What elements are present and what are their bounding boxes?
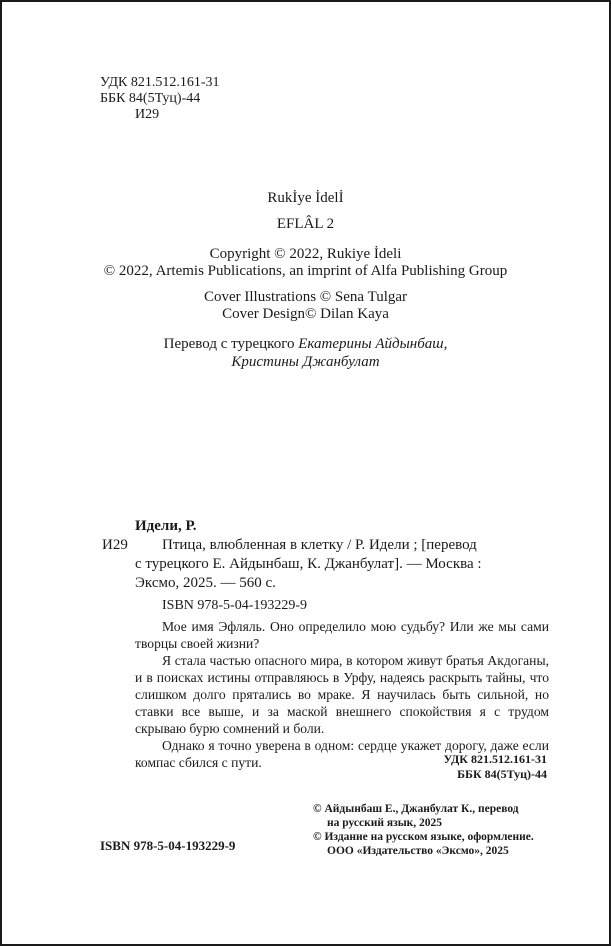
classification-codes-top <box>100 75 220 123</box>
russian-copyright-line-3: © Издание на русском языке, оформление. <box>313 831 534 843</box>
copyright-line-1: Copyright © 2022, Rukiye İdeli <box>209 246 402 262</box>
russian-copyright-line-2: на русский язык, 2025 <box>327 817 443 829</box>
annotation <box>135 618 549 771</box>
russian-copyright-line-4: ООО «Издательство «Эксмо», 2025 <box>327 845 509 857</box>
bbk-code-bottom: ББК 84(5Туц)-44 <box>457 767 547 781</box>
classification-codes-bottom <box>443 752 547 782</box>
udk-code-bottom: УДК 821.512.161-31 <box>443 752 547 766</box>
translation-prefix: Перевод с турецкого <box>163 336 299 352</box>
original-title: EFLÂL 2 <box>276 216 335 232</box>
original-author: Rukİye İdelİ <box>267 190 344 206</box>
annotation-paragraph-3: Однако я точно уверена в одном: сердце укажет дорогу, даже если компас сбился с пути. <box>135 738 549 770</box>
russian-copyright <box>313 802 534 858</box>
copyright-line-2: © 2022, Artemis Publications, an imprint of Alfa Publishing Group <box>103 263 508 279</box>
catalog-line-3: Эксмо, 2025. — 560 с. <box>135 575 276 591</box>
catalog-line-1: Птица, влюбленная в клетку / Р. Идели ; [перевод <box>162 537 477 553</box>
annotation-paragraph-2: Я стала частью опасного мира, в котором живут братья Акдоганы, и в поисках истины отправляюсь в Урфу, надеясь раскрыть тайны, что слишком долго прятались во мраке. Я научилась быть сильной, но ставки все выше, и за маской внешнего спокойствия я с трудом скрываю бурю сомнений и боли. <box>135 653 549 736</box>
cover-design-credit: Cover Design© Dilan Kaya <box>222 306 389 322</box>
udk-code: УДК 821.512.161-31 <box>100 75 220 90</box>
annotation-paragraph-1: Мое имя Эфляль. Оно определило мою судьбу? Или же мы сами творцы своей жизни? <box>135 619 549 651</box>
bbk-code: ББК 84(5Туц)-44 <box>100 91 201 106</box>
author-mark: И29 <box>135 107 160 122</box>
translators-line-1: Екатерины Айдынбаш, <box>298 336 448 352</box>
russian-copyright-line-1: © Айдынбаш Е., Джанбулат К., перевод <box>313 803 519 815</box>
isbn-bottom: ISBN 978-5-04-193229-9 <box>100 838 236 853</box>
catalog-isbn: ISBN 978-5-04-193229-9 <box>162 598 308 613</box>
catalog-line-2: с турецкого Е. Айдынбаш, К. Джанбулат]. — Москва : <box>135 556 482 572</box>
cover-illustrations-credit: Cover Illustrations © Sena Tulgar <box>203 289 408 305</box>
translation-credit-line-1 <box>2 336 609 353</box>
catalog-heading: Идели, Р. <box>135 518 197 534</box>
translators-line-2: Кристины Джанбулат <box>231 354 380 370</box>
catalog-mark: И29 <box>102 537 128 553</box>
